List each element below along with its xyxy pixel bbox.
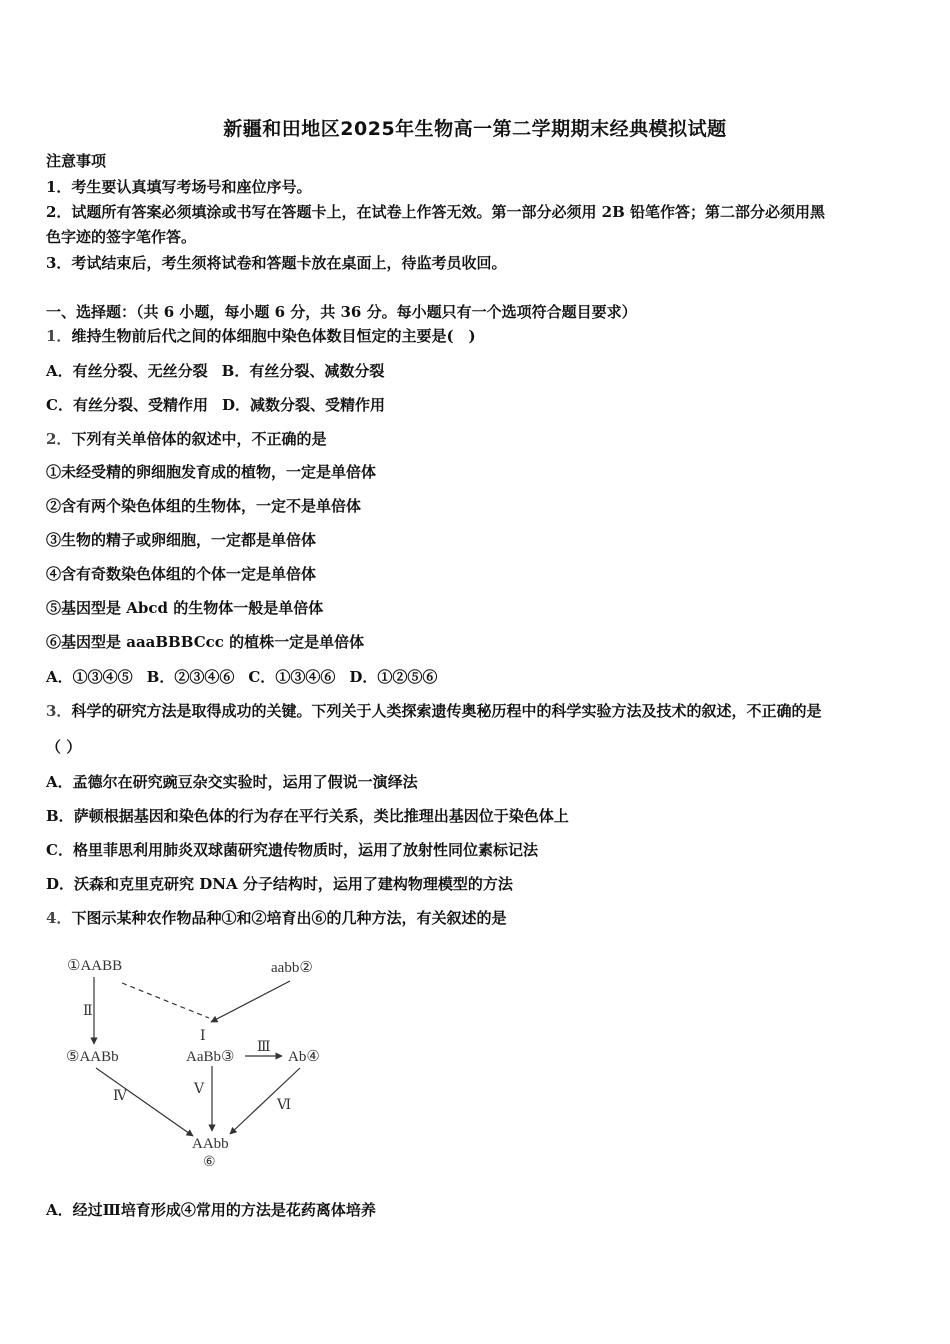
- q2-statement-5: ⑤基因型是 Abcd 的生物体一般是单倍体: [46, 599, 324, 617]
- node-5-aabb: ⑤AABb: [66, 1049, 119, 1065]
- question-2-number: 2．: [46, 430, 72, 448]
- step-6-label: Ⅵ: [277, 1098, 292, 1113]
- node-2-aabb: aabb②: [271, 960, 313, 976]
- q2-statement-2: ②含有两个染色体组的生物体，一定不是单倍体: [46, 497, 362, 515]
- q4-option-a: 经过Ⅲ培育形成④常用的方法是花药离体培养: [72, 1201, 376, 1219]
- notice-heading: 注意事项: [46, 152, 107, 170]
- arrow-2-to-3: [211, 981, 290, 1022]
- question-1-number: 1．: [46, 327, 72, 345]
- q4-option-a-row: [46, 1200, 376, 1220]
- q2-option-c: ①③④⑥: [275, 668, 336, 686]
- q2-statement-1: ①未经受精的卵细胞发育成的植物，一定是单倍体: [46, 463, 377, 481]
- q2-statement-4: ④含有奇数染色体组的个体一定是单倍体: [46, 565, 317, 583]
- q2-option-a: ①③④⑤: [72, 668, 133, 686]
- q1-option-b-key: B．: [221, 362, 250, 380]
- q2-statement-3: ③生物的精子或卵细胞，一定都是单倍体: [46, 531, 317, 549]
- q3-option-d: 沃森和克里克研究 DNA 分子结构时，运用了建构物理模型的方法: [74, 875, 513, 893]
- step-2-label: Ⅱ: [83, 1004, 93, 1019]
- q2-option-c-key: C．: [248, 668, 276, 686]
- page-title: 新疆和田地区2025年生物高一第二学期期末经典模拟试题: [223, 118, 727, 140]
- notice-item-1: 1．考生要认真填写考场号和座位序号。: [46, 178, 312, 196]
- question-2-stem: 下列有关单倍体的叙述中，不正确的是: [71, 430, 327, 448]
- q1-option-d: 减数分裂、受精作用: [249, 396, 385, 414]
- q3-option-c: 格里菲思利用肺炎双球菌研究遗传物质时，运用了放射性同位素标记法: [72, 841, 538, 859]
- notice-item-2: 2．试题所有答案必须填涂或书写在答题卡上，在试卷上作答无效。第一部分必须用 2B 铅笔作答；第二部分必须用黑: [46, 203, 826, 221]
- q3-option-b: 萨顿根据基因和染色体的行为存在平行关系，类比推理出基因位于染色体上: [73, 807, 569, 825]
- node-1-aabb: ①AABB: [67, 958, 123, 974]
- arrow-1-to-3-dashed: [122, 983, 209, 1018]
- step-5-label: Ⅴ: [194, 1082, 205, 1097]
- q2-statement-6: ⑥基因型是 aaaBBBCcc 的植株一定是单倍体: [46, 633, 365, 651]
- question-3-number: 3．: [46, 702, 72, 720]
- arrow-5-to-6: [96, 1068, 193, 1136]
- q2-option-a-key: A．: [46, 668, 73, 686]
- q2-option-d-key: D．: [349, 668, 378, 686]
- step-3-label: Ⅲ: [257, 1040, 271, 1055]
- q1-option-a: 有丝分裂、无丝分裂: [72, 362, 208, 380]
- question-1-stem: 维持生物前后代之间的体细胞中染色体数目恒定的主要是( ): [71, 327, 476, 345]
- node-3-aabb: AaBb③: [186, 1049, 235, 1065]
- q1-option-a-key: A．: [46, 362, 73, 380]
- q3-option-d-key: D．: [46, 875, 75, 893]
- notice-item-2-cont: 色字迹的签字笔作答。: [46, 228, 197, 246]
- q1-option-b: 有丝分裂、减数分裂: [249, 362, 385, 380]
- step-4-label: Ⅳ: [113, 1089, 127, 1104]
- q1-option-c: 有丝分裂、受精作用: [72, 396, 208, 414]
- question-4-number: 4．: [46, 909, 72, 927]
- node-6-mark: ⑥: [203, 1155, 216, 1170]
- node-6-aabb: AAbb: [192, 1136, 229, 1152]
- q2-option-b-key: B．: [146, 668, 175, 686]
- q3-option-b-key: B．: [46, 807, 74, 825]
- question-4-stem: 下图示某种农作物品种①和②培育出⑥的几种方法，有关叙述的是: [71, 909, 507, 927]
- q3-option-a-key: A．: [46, 773, 73, 791]
- q1-option-c-key: C．: [46, 396, 73, 414]
- node-4-ab: Ab④: [288, 1049, 320, 1065]
- question-3-stem: 科学的研究方法是取得成功的关键。下列关于人类探索遗传奥秘历程中的科学实验方法及技术的叙述，不正确的是: [71, 702, 822, 720]
- step-1-label: Ⅰ: [200, 1029, 206, 1044]
- q2-option-b: ②③④⑥: [174, 668, 235, 686]
- section-heading: 一、选择题：（共 6 小题，每小题 6 分，共 36 分。每小题只有一个选项符合题目要求）: [46, 303, 637, 321]
- q3-option-a: 孟德尔在研究豌豆杂交实验时，运用了假说一演绎法: [72, 773, 418, 791]
- q1-option-d-key: D．: [221, 396, 250, 414]
- q2-option-d: ①②⑤⑥: [377, 668, 438, 686]
- notice-item-3: 3．考试结束后，考生须将试卷和答题卡放在桌面上，待监考员收回。: [46, 254, 507, 272]
- q4-option-a-key: A．: [46, 1201, 73, 1219]
- question-3-stem-cont: （ ）: [46, 738, 82, 756]
- q3-option-c-key: C．: [46, 841, 73, 859]
